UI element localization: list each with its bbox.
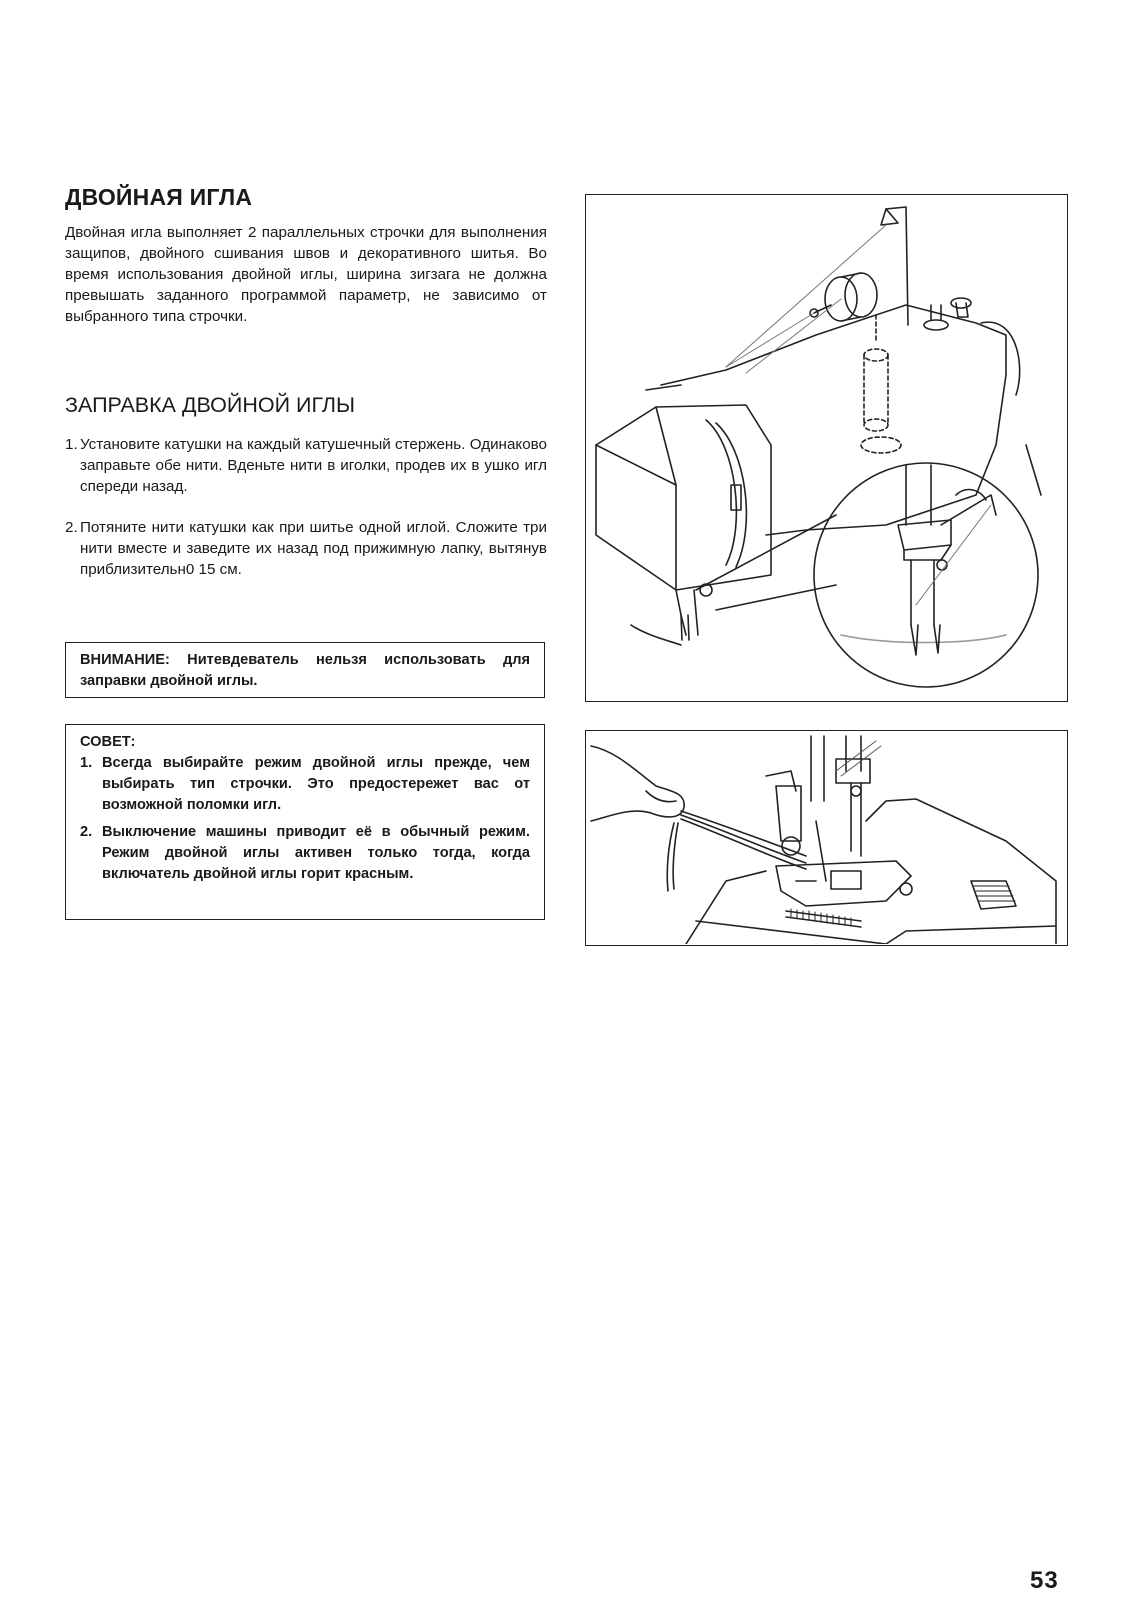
threading-title: ЗАПРАВКА ДВОЙНОЙ ИГЛЫ [65,393,356,417]
warning-text: ВНИМАНИЕ: Нитевдеватель нельзя использовать для заправки двойной иглы. [80,652,530,689]
page-number: 53 [1030,1567,1059,1594]
tip-list [80,753,530,885]
tip-title: СОВЕТ: [80,734,136,750]
tip-text: Всегда выбирайте режим двойной иглы прежде, чем выбирать тип строчки. Это предостережет вас от возможной поломки игл. [102,755,530,813]
tip-box [65,724,545,920]
intro-paragraph: Двойная игла выполняет 2 параллельных строчки для выполнения защипов, двойного сшивания швов и декоративного шитья. Во время использования двойной иглы, ширина зигзага не должна превышать заданного программой параметр, не зависимо от выбранного типа строчки. [65,224,547,325]
section-title: ДВОЙНАЯ ИГЛА [65,184,253,210]
step-number: 2. [65,519,78,536]
tip-number: 2. [80,824,93,840]
tip-item [80,822,530,885]
presser-foot-illustration [585,730,1068,946]
tip-text: Выключение машины приводит её в обычный режим. Режим двойной иглы активен только тогда, когда включатель двойной иглы горит красным. [102,824,530,882]
step-text: Установите катушки на каждый катушечный стержень. Одинаково заправьте обе нити. Вденьте нити в иголки, продев их в ушко игл спереди назад. [80,436,547,495]
threading-step [65,517,547,580]
tip-item [80,753,530,816]
step-text: Потяните нити катушки как при шитье одной иглой. Сложите три нити вместе и заведите их назад под прижимную лапку, вытянув приблизительн0 15 см. [80,519,547,578]
threading-steps [65,434,547,580]
warning-box [65,642,545,698]
threading-step [65,434,547,497]
step-number: 1. [65,436,78,453]
sewing-machine-illustration [585,194,1068,702]
tip-number: 1. [80,755,93,771]
